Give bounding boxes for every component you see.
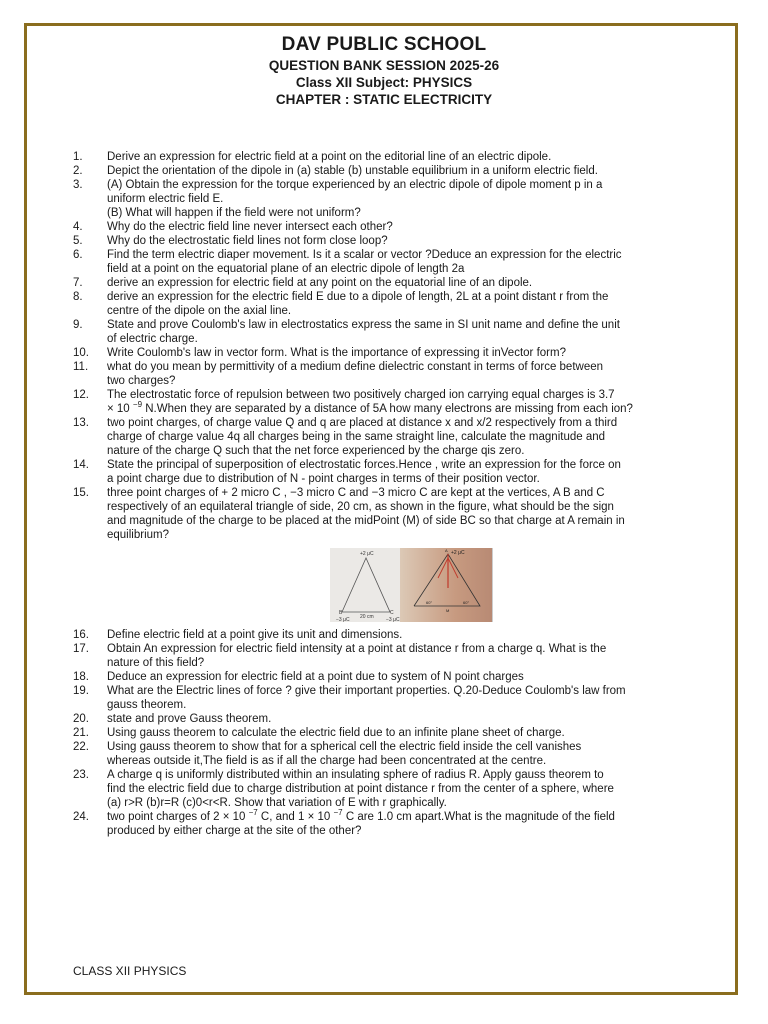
question-item	[73, 768, 703, 810]
question-item	[73, 628, 703, 642]
question-line: of electric charge.	[107, 333, 198, 345]
footer-text: CLASS XII PHYSICS	[73, 964, 187, 978]
question-text	[107, 486, 703, 542]
question-text	[107, 318, 703, 346]
question-item	[73, 726, 703, 740]
question-number: 20.	[73, 713, 89, 725]
question-number: 4.	[73, 221, 83, 233]
question-line: respectively of an equilateral triangle of side, 20 cm, as shown in the figure, what should be the sign	[107, 501, 614, 513]
question-item	[73, 360, 703, 388]
question-item	[73, 290, 703, 318]
question-text	[107, 726, 703, 740]
question-item	[73, 150, 703, 164]
question-line: equilibrium?	[107, 529, 170, 541]
label-right-top-charge: +2 μC	[451, 550, 465, 556]
question-line: Deduce an expression for electric field at a point due to system of N point charges	[107, 671, 524, 683]
question-item	[73, 388, 703, 416]
question-line: two point charges of 2 × 10 $^{-7}$ C, and 1 × 10 $^{-7}$ C are 1.0 cm apart.What is the magnitude of the field	[107, 808, 615, 823]
label-charge-b: −3 μC	[336, 617, 350, 622]
question-line: nature of this field?	[107, 657, 205, 669]
label-top-charge: +2 μC	[360, 551, 374, 557]
question-line: uniform electric field E.	[107, 193, 224, 205]
question-number: 23.	[73, 769, 89, 781]
exponent: −9	[132, 400, 143, 410]
question-text	[107, 642, 703, 670]
question-line: find the electric field due to charge distribution at point distance r from the center of a sphere, where	[107, 783, 614, 795]
school-name: DAV PUBLIC SCHOOL	[281, 34, 487, 55]
question-line: Derive an expression for electric field at a point on the editorial line of an electric dipole.	[107, 151, 552, 163]
label-vertex-b: B	[339, 610, 343, 616]
question-item	[73, 248, 703, 276]
question-line: What are the Electric lines of force ? give their important properties. Q.20-Deduce Coulomb's law from	[107, 685, 626, 697]
label-vertex-a: A	[445, 548, 448, 553]
question-item	[73, 164, 703, 178]
question-text	[107, 290, 703, 318]
question-item	[73, 684, 703, 712]
question-line: gauss theorem.	[107, 699, 187, 711]
question-list	[73, 150, 703, 838]
class-subject: Class XII Subject: PHYSICS	[295, 75, 473, 90]
label-vertex-c: C	[390, 610, 394, 616]
question-text	[107, 346, 703, 360]
question-line: charge of charge value 4q all charges being in the same straight line, calculate the magnitude and	[107, 431, 606, 443]
label-angle-left: 60°	[426, 600, 433, 605]
question-line: Using gauss theorem to show that for a spherical cell the electric field inside the cell vanishes	[107, 741, 582, 753]
question-line: field at a point on the equatorial plane of an electric dipole of length 2a	[107, 263, 465, 275]
label-side-length: 20 cm	[360, 614, 374, 620]
question-text	[107, 810, 703, 838]
question-number: 18.	[73, 671, 89, 683]
question-text	[107, 768, 703, 810]
question-line: A charge q is uniformly distributed within an insulating sphere of radius R. Apply gauss theorem to	[107, 769, 604, 781]
question-item	[73, 740, 703, 768]
question-line: Why do the electrostatic field lines not form close loop?	[107, 235, 388, 247]
question-number: 16.	[73, 629, 89, 641]
question-number: 12.	[73, 389, 89, 401]
question-number: 8.	[73, 291, 83, 303]
question-number: 2.	[73, 165, 83, 177]
question-number: 15.	[73, 487, 89, 499]
question-number: 1.	[73, 151, 83, 163]
question-item	[73, 178, 703, 220]
question-item	[73, 346, 703, 360]
question-text	[107, 628, 703, 642]
question-text	[107, 234, 703, 248]
right-triangle	[414, 554, 480, 606]
exponent: −7	[333, 808, 343, 818]
question-number: 19.	[73, 685, 89, 697]
question-text	[107, 178, 703, 220]
question-line: Depict the orientation of the dipole in (a) stable (b) unstable equilibrium in a uniform electric field.	[107, 165, 598, 177]
question-line: Obtain An expression for electric field intensity at a point at distance r from a charge q. What is the	[107, 643, 607, 655]
question-item	[73, 486, 703, 542]
question-line: Find the term electric diaper movement. Is it a scalar or vector ?Deduce an expression for the electric	[107, 249, 622, 261]
question-text	[107, 458, 703, 486]
triangle-figure	[330, 548, 493, 622]
question-item	[73, 712, 703, 726]
question-text	[107, 150, 703, 164]
question-text	[107, 670, 703, 684]
question-text	[107, 360, 703, 388]
question-text	[107, 248, 703, 276]
question-line: whereas outside it,The field is as if all the charge had been concentrated at the centre.	[107, 755, 547, 767]
question-number: 5.	[73, 235, 83, 247]
exponent: −7	[248, 808, 258, 818]
question-line: and magnitude of the charge to be placed at the midPoint (M) of side BC so that charge at A remain in	[107, 515, 625, 527]
label-charge-c: −3 μC	[386, 617, 400, 622]
question-text	[107, 220, 703, 234]
question-text	[107, 740, 703, 768]
question-item	[73, 670, 703, 684]
question-line: (B) What will happen if the field were not uniform?	[107, 207, 361, 219]
question-number: 14.	[73, 459, 89, 471]
question-line: centre of the dipole on the axial line.	[107, 305, 292, 317]
question-text	[107, 388, 703, 416]
question-item	[73, 276, 703, 290]
question-line: two charges?	[107, 375, 176, 387]
question-number: 10.	[73, 347, 89, 359]
triangle-diagram	[330, 548, 492, 622]
question-line: derive an expression for the electric field E due to a dipole of length, 2L at a point distant r from the	[107, 291, 609, 303]
question-line: State and prove Coulomb's law in electrostatics express the same in SI unit name and define the unit	[107, 319, 620, 331]
question-text	[107, 684, 703, 712]
question-number: 13.	[73, 417, 89, 429]
question-line: produced by either charge at the site of the other?	[107, 825, 362, 837]
question-line: what do you mean by permittivity of a medium define dielectric constant in terms of force between	[107, 361, 604, 373]
label-angle-right: 60°	[463, 600, 470, 605]
question-number: 6.	[73, 249, 83, 261]
question-number: 7.	[73, 277, 83, 289]
question-item	[73, 220, 703, 234]
question-text	[107, 276, 703, 290]
question-text	[107, 712, 703, 726]
question-number: 17.	[73, 643, 89, 655]
question-line: State the principal of superposition of electrostatic forces.Hence , write an expression for the force on	[107, 459, 621, 471]
question-text	[107, 416, 703, 458]
question-line: The electrostatic force of repulsion between two positively charged ion carrying equal charges is 3.7	[107, 389, 615, 401]
question-line: state and prove Gauss theorem.	[107, 713, 272, 725]
session-title: QUESTION BANK SESSION 2025-26	[268, 58, 500, 73]
question-line: two point charges, of charge value Q and q are placed at distance x and x/2 respectively from a third	[107, 417, 618, 429]
question-number: 22.	[73, 741, 89, 753]
question-item	[73, 416, 703, 458]
question-number: 24.	[73, 811, 89, 823]
question-item	[73, 642, 703, 670]
question-number: 3.	[73, 179, 83, 191]
question-item	[73, 318, 703, 346]
question-item	[73, 458, 703, 486]
question-line: a point charge due to distribution of N - point charges in terms of their position vector.	[107, 473, 540, 485]
question-item	[73, 234, 703, 248]
label-midpoint-m: M	[446, 608, 450, 613]
question-item	[73, 810, 703, 838]
question-number: 11.	[73, 361, 89, 373]
question-line: derive an expression for electric field at any point on the equatorial line of an dipole.	[107, 277, 533, 289]
question-line: Define electric field at a point give its unit and dimensions.	[107, 629, 403, 641]
left-triangle	[342, 558, 390, 612]
question-line: nature of the charge Q such that the net force experienced by the charge qis zero.	[107, 445, 525, 457]
question-line: (A) Obtain the expression for the torque experienced by an electric dipole of dipole moment p in a	[107, 179, 603, 191]
question-line: Using gauss theorem to calculate the electric field due to an infinite plane sheet of charge.	[107, 727, 565, 739]
question-line: three point charges of + 2 micro C , −3 micro C and −3 micro C are kept at the vertices, A B and C	[107, 487, 605, 499]
chapter-title: CHAPTER : STATIC ELECTRICITY	[275, 92, 493, 107]
question-number: 21.	[73, 727, 89, 739]
question-number: 9.	[73, 319, 83, 331]
question-line: Write Coulomb's law in vector form. What is the importance of expressing it inVector form?	[107, 347, 566, 359]
question-line: Why do the electric field line never intersect each other?	[107, 221, 393, 233]
question-line: (a) r>R (b)r=R (c)0<r<R. Show that variation of E with r graphically.	[107, 797, 447, 809]
question-text	[107, 164, 703, 178]
question-line: × 10 $^{-9}$ N.When they are separated by a distance of 5A how many electrons are missing from each ion?	[107, 400, 633, 415]
